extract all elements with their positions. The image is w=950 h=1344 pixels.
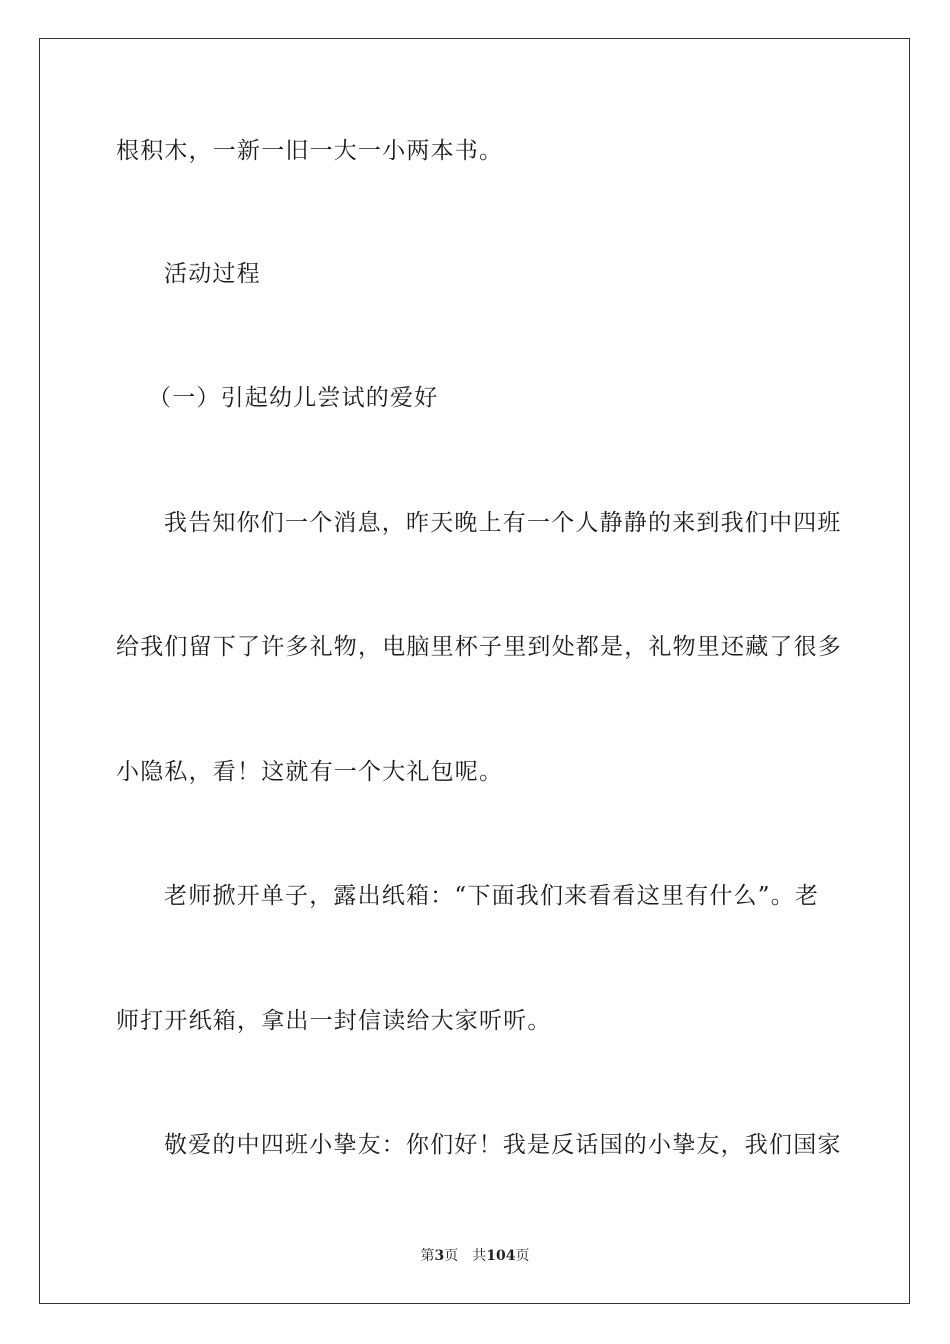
page-border (39, 38, 910, 1304)
body-text-line: 师打开纸箱，拿出一封信读给大家听听。 (116, 1008, 552, 1034)
body-text-line: 敬爱的中四班小挚友：你们好！我是反话国的小挚友，我们国家 (164, 1132, 842, 1158)
body-text-line: 我告知你们一个消息，昨天晚上有一个人静静的来到我们中四班 (164, 510, 842, 536)
total-pages: 104 (486, 1248, 516, 1264)
body-text-line: 老师掀开单子，露出纸箱：“下面我们来看看这里有什么”。老 (164, 883, 820, 909)
page-prefix: 第 (420, 1248, 435, 1264)
page-footer (0, 1247, 950, 1265)
page-number: 3 (434, 1248, 445, 1264)
page-suffix: 页 (444, 1248, 459, 1264)
total-suffix: 页 (515, 1248, 530, 1264)
body-text-line: 根积木，一新一旧一大一小两本书。 (116, 138, 504, 164)
body-text-line: 给我们留下了许多礼物，电脑里杯子里到处都是，礼物里还藏了很多 (116, 634, 842, 660)
total-prefix: 共 (472, 1248, 487, 1264)
section-heading: 活动过程 (164, 261, 261, 287)
subsection-heading: （一）引起幼儿尝试的爱好 (148, 385, 439, 411)
body-text-line: 小隐私，看！这就有一个大礼包呢。 (116, 759, 504, 785)
